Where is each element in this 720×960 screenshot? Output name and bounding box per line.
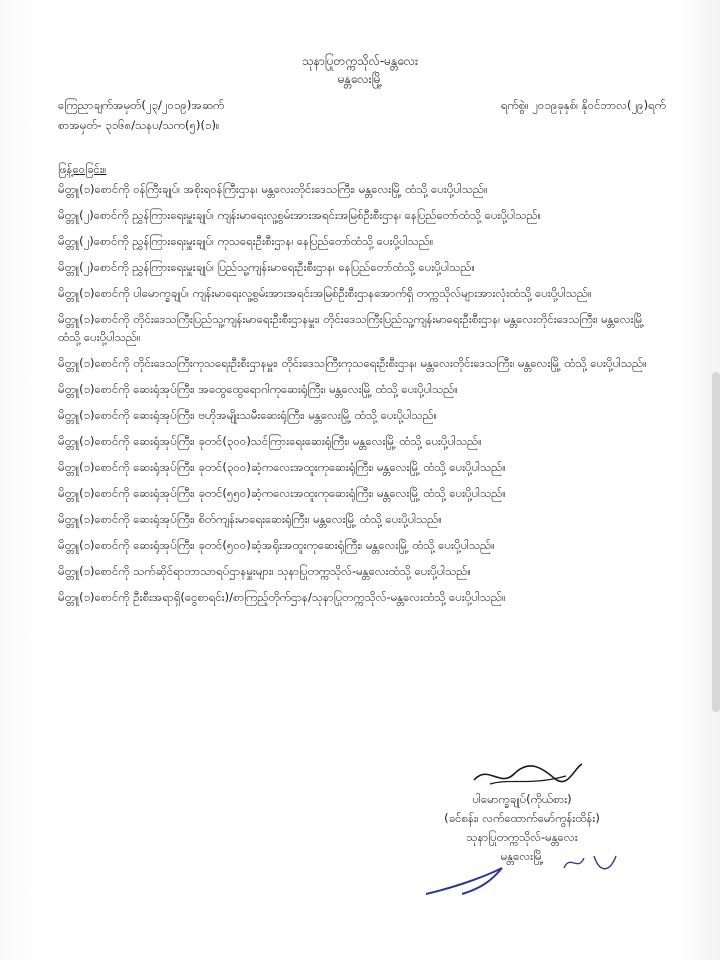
institution-city: မန္တလေးမြို့	[337, 72, 383, 86]
distribution-item: မိတ္တူ(၁)စောင်ကို ဆေးရုံအုပ်ကြီး၊ အထွေထွေရောဂါကုဆေးရုံကြီး၊ မန္တလေးမြို့ ထံသို့ ပေးပို့ပါသည်။	[58, 382, 458, 396]
distribution-item: မိတ္တူ(၁)စောင်ကို ဆေးရုံအုပ်ကြီး၊ စိတ်ကျန်းမာရေးဆေးရုံကြီး၊ မန္တလေးမြို့ ထံသို့ ပေးပို့ပါသည်။	[58, 512, 442, 526]
initials-scribble-icon	[560, 848, 620, 878]
signatory-name: (ခင်စန်း၊ လက်ထောက်မော်ကွန်းထိန်း)	[444, 811, 600, 825]
distribution-item: မိတ္တူ(၁)စောင်ကို တိုင်းဒေသကြီးပြည်သူ့ကျန်းမာရေးဦးစီးဌာနမှူး၊ တိုင်းဒေသကြီးပြည်သူ့ကျန်းမာရေးဦးစီးဌာန၊ မန္တလေးတိုင်းဒေသကြီး၊ မန္တလေးမြို့ ထံသို့ ပေးပို့ပါသည်။	[58, 312, 644, 344]
signatory-institution: သုနာပြုတက္ကသိုလ်-မန္တလေး	[466, 830, 578, 844]
distribution-item: မိတ္တူ(၁)စောင်ကို ဝန်ကြီးချုပ်၊ အစိုးရဝန်ကြီးဌာန၊ မန္တလေးတိုင်းဒေသကြီး၊ မန္တလေးမြို့ ထံသို့ ပေးပို့ပါသည်။	[58, 182, 488, 196]
distribution-item: မိတ္တူ(၂)စောင်ကို ညွှန်ကြားရေးမှူးချုပ်၊ ကျန်းမာရေးလူ့စွမ်းအားအရင်းအမြစ်ဦးစီးဌာန၊ နေပြည်တော်ထံသို့ ပေးပို့ပါသည်။	[58, 208, 542, 222]
institution-name: သုနာပြုတက္ကသိုလ်-မန္တလေး	[301, 54, 419, 68]
scrollbar[interactable]	[712, 372, 720, 712]
distribution-item: မိတ္တူ(၁)စောင်ကို ဆေးရုံအုပ်ကြီး၊ ဗဟိုအမျိုးသမီးဆေးရုံကြီး၊ မန္တလေးမြို့ ထံသို့ ပေးပို့ပါသည်။	[58, 408, 438, 422]
distribution-item: မိတ္တူ(၂)စောင်ကို ညွှန်ကြားရေးမှူးချုပ်၊ ပြည်သူ့ကျန်းမာရေးဦးစီးဌာန၊ နေပြည်တော်ထံသို့ ပေးပို့ပါသည်။	[58, 260, 475, 274]
distribution-item: မိတ္တူ(၁)စောင်ကို ပါမောက္ခချုပ်၊ ကျန်းမာရေးလူ့စွမ်းအားအရင်းအမြစ်ဦးစီးဌာနအောက်ရှိ တက္ကသိုလ်များအားလုံးထံသို့ ပေးပို့ပါသည်။	[58, 286, 592, 300]
distribution-item: မိတ္တူ(၂)စောင်ကို ညွှန်ကြားရေးမှူးချုပ်၊ ကုသရေးဦးစီးဌာန၊ နေပြည်တော်ထံသို့ ပေးပို့ပါသည်။	[58, 234, 434, 248]
signatory-city: မန္တလေးမြို့	[500, 849, 544, 863]
letter-date: ရက်စွဲ။ ၂၀၁၉ခုနှစ်၊ နိုဝင်ဘာလ(၂၉)ရက်	[500, 98, 666, 112]
distribution-item: မိတ္တူ(၁)စောင်ကို သက်ဆိုင်ရာဘာသာရပ်ဌာနမှူးများ၊ သုနာပြုတက္ကသိုလ်-မန္တလေးထံသို့ ပေးပို့ပါသည်။	[58, 564, 472, 578]
letter-number: စာအမှတ်- ၃၁၆၈/သနပ/သက(၅)(၁)။	[58, 118, 220, 132]
signatory-title: ပါမောက္ခချုပ်(ကိုယ်စား)	[472, 792, 572, 806]
distribution-list	[58, 160, 658, 614]
distribution-item: မိတ္တူ(၁)စောင်ကို ဆေးရုံအုပ်ကြီး၊ ခုတင်(၃၀၀)ဆံ့ကလေးအထူးကုဆေးရုံကြီး၊ မန္တလေးမြို့ ထံသို့ ပေးပို့ပါသည်။	[58, 460, 506, 474]
distribution-item: မိတ္တူ(၁)စောင်ကို ဦးစီးအရာရှိ(ငွေစာရင်း)/စာကြည့်တိုက်ဌာန/သုနာပြုတက္ကသိုလ်-မန္တလေးထံသို့ ပေးပို့ပါသည်။	[58, 590, 506, 604]
announcement-ref: ကြေညာချက်အမှတ်(၂၃/၂၀၁၉)အဆက်	[58, 98, 225, 112]
blue-ink-mark-icon	[422, 860, 552, 900]
distribution-title: ဖြန့်ဝေခြင်း။	[58, 162, 107, 176]
distribution-item: မိတ္တူ(၁)စောင်ကို ဆေးရုံအုပ်ကြီး၊ ခုတင်(၃၀၀)သင်ကြားရေးဆေးရုံကြီး၊ မန္တလေးမြို့ ထံသို့ ပေးပို့ပါသည်။	[58, 434, 482, 448]
distribution-item: မိတ္တူ(၁)စောင်ကို တိုင်းဒေသကြီးကုသရေးဦးစီးဌာနမှူး၊ တိုင်းဒေသကြီးကုသရေးဦးစီးဌာန၊ မန္တလေးတိုင်းဒေသကြီး၊ မန္တလေးမြို့ ထံသို့ ပေးပို့ပါသည်။	[58, 356, 647, 370]
letterhead	[0, 52, 720, 88]
distribution-item: မိတ္တူ(၁)စောင်ကို ဆေးရုံအုပ်ကြီး၊ ခုတင်(၅၀၀)ဆံ့အရိုးအထူးကုဆေးရုံကြီး၊ မန္တလေးမြို့ ထံသို့ ပေးပို့ပါသည်။	[58, 538, 495, 552]
distribution-item: မိတ္တူ(၁)စောင်ကို ဆေးရုံအုပ်ကြီး၊ ခုတင်(၅၅၀)ဆံ့ကလေးအထူးကုဆေးရုံကြီး၊ မန္တလေးမြို့ ထံသို့ ပေးပို့ပါသည်။	[58, 486, 506, 500]
